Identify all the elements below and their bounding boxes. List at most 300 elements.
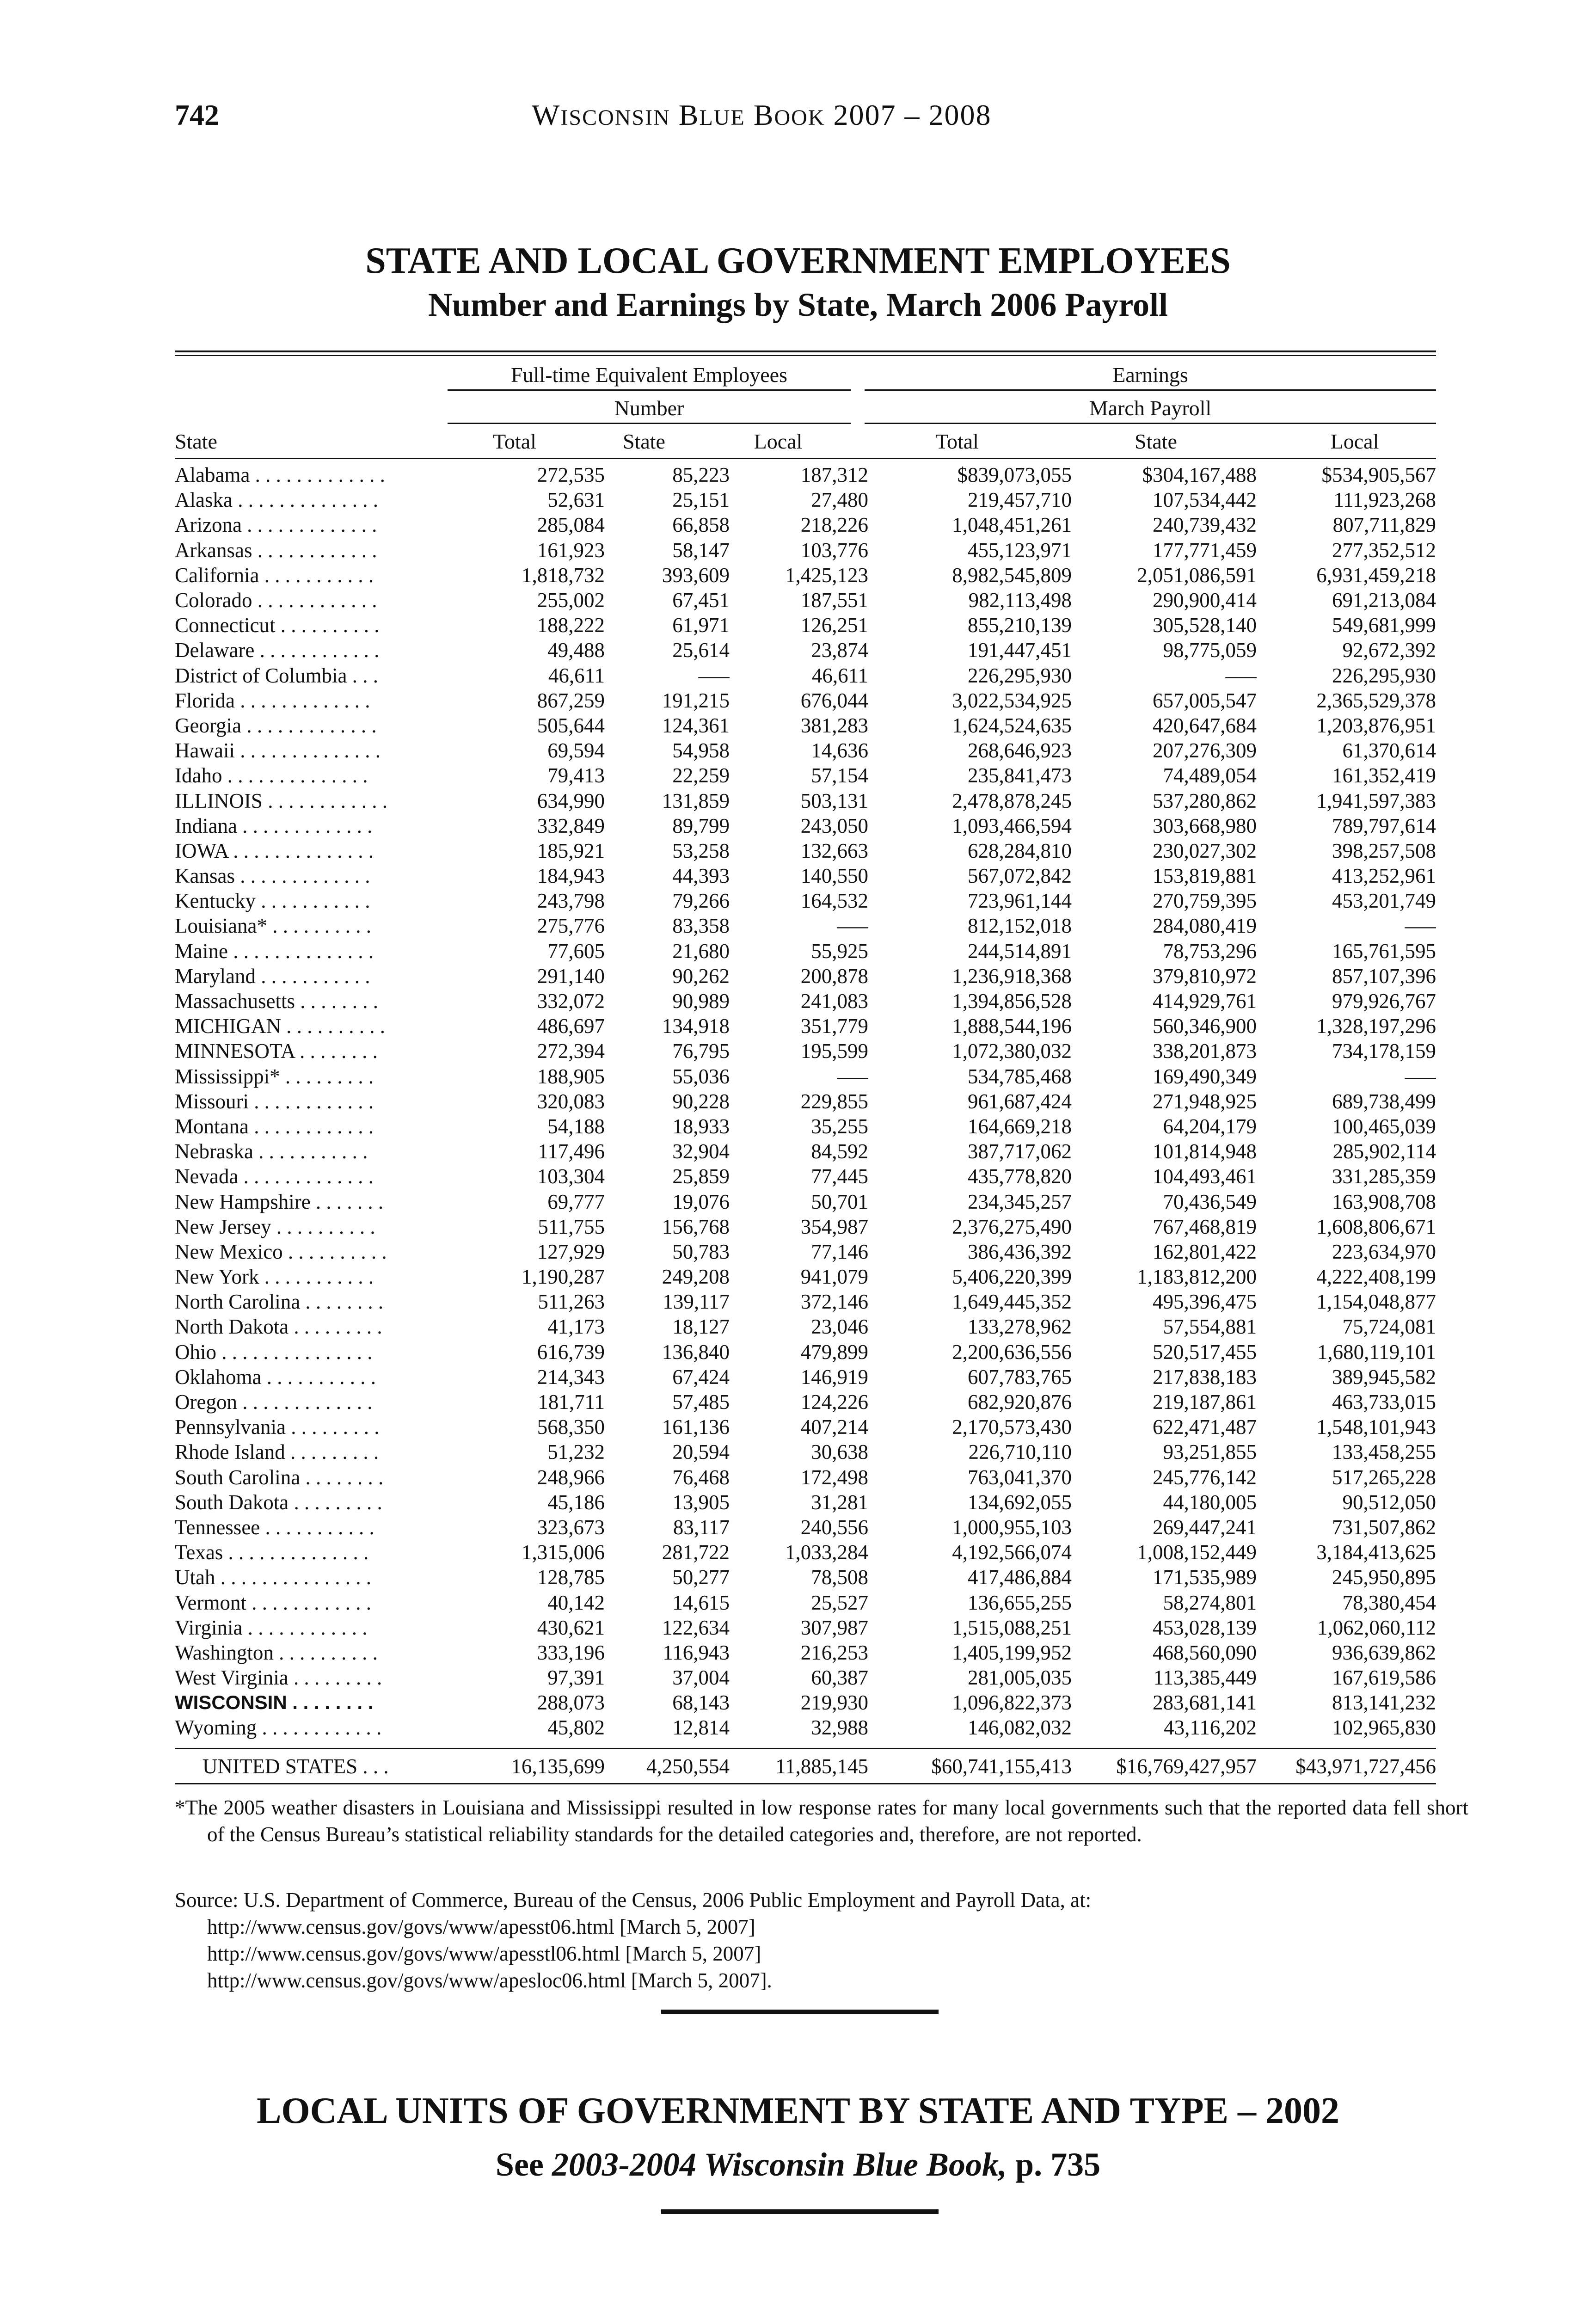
cell-state: Texas . . . . . . . . . . . . . . (175, 1541, 369, 1564)
cell-st: 67,424 (672, 1365, 730, 1389)
cell-st: 18,933 (672, 1114, 730, 1138)
cell-st: 21,680 (672, 939, 730, 963)
cell-total: 1,190,287 (522, 1265, 605, 1289)
cell-local: 218,226 (800, 513, 868, 537)
totals-state: 4,250,554 (646, 1755, 730, 1778)
cell-total: 46,611 (548, 664, 605, 687)
table-row (175, 588, 1436, 613)
cell-local: 172,498 (800, 1465, 868, 1489)
table-row (175, 1615, 1436, 1640)
source-link[interactable]: http://www.census.gov/govs/www/apesst06.html [March 5, 2007] (207, 1915, 755, 1938)
cell-e-total: 1,515,088,251 (952, 1616, 1072, 1639)
totals-earnings-local: $43,971,727,456 (1295, 1755, 1436, 1778)
cell-local: 57,154 (811, 764, 868, 787)
number-underline (448, 423, 851, 424)
cell-e-local: 161,352,419 (1332, 764, 1436, 787)
cell-state: Delaware . . . . . . . . . . . . (175, 639, 380, 662)
header-number: Number (614, 396, 684, 420)
table-row (175, 1239, 1436, 1264)
cell-e-state: 468,560,090 (1153, 1641, 1257, 1664)
table-row (175, 989, 1436, 1014)
cell-total: 117,496 (538, 1140, 605, 1163)
cell-e-local: 789,797,614 (1332, 814, 1436, 837)
table-row (175, 1665, 1436, 1690)
cell-st: 116,943 (663, 1641, 730, 1664)
cell-e-state: 290,900,414 (1153, 589, 1257, 612)
cell-e-state: 420,647,684 (1153, 713, 1257, 737)
footnote: *The 2005 weather disasters in Louisiana and Mississippi resulted in low response rates for many local governments such that the reported data fell short of the Census Bureau’s statistical reliability standards for the detailed categories and, therefore, are not reported. (175, 1796, 1468, 1846)
cell-e-local: ––– (1405, 914, 1436, 938)
cell-local: 124,226 (800, 1390, 868, 1414)
cell-e-total: 2,478,878,245 (952, 789, 1072, 812)
table-title: STATE AND LOCAL GOVERNMENT EMPLOYEES (365, 240, 1231, 281)
cell-state: Connecticut . . . . . . . . . . (175, 614, 380, 637)
table-row (175, 1540, 1436, 1565)
cell-total: 272,394 (537, 1039, 605, 1063)
cell-state: Colorado . . . . . . . . . . . . (175, 589, 377, 612)
cell-e-state: 520,517,455 (1153, 1340, 1257, 1364)
header-earnings-state: State (1135, 430, 1177, 453)
book-title: WISCONSIN BLUE BOOK 2007 – 2008 (532, 98, 992, 131)
table-row (175, 1014, 1436, 1039)
cell-e-state: 74,489,054 (1163, 764, 1257, 787)
cell-state: Nebraska . . . . . . . . . . . (175, 1140, 368, 1163)
cell-state: Indiana . . . . . . . . . . . . . (175, 814, 373, 837)
cell-e-local: 167,619,586 (1332, 1666, 1436, 1690)
cell-state: Rhode Island . . . . . . . . . (175, 1440, 379, 1464)
cell-total: 255,002 (537, 589, 605, 612)
table-row (175, 1114, 1436, 1139)
cell-state: West Virginia . . . . . . . . . (175, 1666, 382, 1690)
cell-e-local: 549,681,999 (1332, 614, 1436, 637)
cell-state: Wyoming . . . . . . . . . . . . (175, 1716, 382, 1740)
cell-state: Hawaii . . . . . . . . . . . . . . (175, 739, 381, 762)
section-divider-bottom (661, 2209, 939, 2214)
cell-state: New Jersey . . . . . . . . . . (175, 1215, 375, 1238)
cell-state: Utah . . . . . . . . . . . . . . . (175, 1566, 371, 1589)
source-link[interactable]: http://www.census.gov/govs/www/apesloc06.html [March 5, 2007]. (207, 1969, 772, 1992)
cell-e-local: 936,639,862 (1332, 1641, 1436, 1664)
cell-total: 54,188 (547, 1114, 605, 1138)
cell-local: 219,930 (800, 1691, 868, 1715)
cell-total: 634,990 (537, 789, 605, 812)
cell-state: Alaska . . . . . . . . . . . . . . (175, 488, 378, 512)
cell-st: 25,859 (672, 1165, 730, 1188)
cell-e-total: 164,669,218 (968, 1114, 1072, 1138)
cell-e-total: 191,447,451 (968, 639, 1072, 662)
cell-e-state: 171,535,989 (1153, 1566, 1257, 1589)
cell-e-total: 281,005,035 (968, 1666, 1072, 1690)
cell-e-state: 177,771,459 (1153, 538, 1257, 562)
cell-state: North Carolina . . . . . . . . (175, 1290, 384, 1314)
cell-state: New Mexico . . . . . . . . . . (175, 1240, 387, 1263)
cell-e-local: 245,950,895 (1332, 1566, 1436, 1589)
table-row (175, 1139, 1436, 1164)
cell-state: District of Columbia . . . (175, 664, 378, 687)
table-row (175, 913, 1436, 938)
cell-e-total: 387,717,062 (968, 1140, 1072, 1163)
cell-local: 1,425,123 (785, 563, 868, 587)
cell-e-local: 133,458,255 (1332, 1440, 1436, 1464)
cell-state: MICHIGAN . . . . . . . . . . (175, 1015, 385, 1038)
cell-e-local: 813,141,232 (1332, 1691, 1436, 1715)
cell-e-state: 78,753,296 (1163, 939, 1257, 963)
cell-e-total: 1,072,380,032 (952, 1039, 1072, 1063)
cell-e-total: 8,982,545,809 (952, 563, 1072, 587)
cell-local: 77,445 (811, 1165, 868, 1188)
cell-e-state: 283,681,141 (1153, 1691, 1257, 1715)
cell-state: WISCONSIN . . . . . . . . (175, 1691, 374, 1714)
cell-total: 188,905 (537, 1064, 605, 1088)
cell-st: 79,266 (672, 889, 730, 913)
cell-e-state: 414,929,761 (1153, 990, 1257, 1013)
cell-e-state: 230,027,302 (1153, 839, 1257, 862)
top-rule (175, 350, 1436, 352)
cell-e-state: 219,187,861 (1153, 1390, 1257, 1414)
cell-e-state: 162,801,422 (1153, 1240, 1257, 1263)
cell-local: 195,599 (800, 1039, 868, 1063)
totals-local: 11,885,145 (775, 1755, 868, 1778)
cell-e-total: 2,170,573,430 (952, 1415, 1072, 1439)
cell-e-state: 93,251,855 (1163, 1440, 1257, 1464)
cell-e-state: 245,776,142 (1153, 1465, 1257, 1489)
cell-total: 69,594 (547, 739, 605, 762)
cell-total: 243,798 (537, 889, 605, 913)
cell-total: 40,142 (547, 1591, 605, 1614)
table-row (175, 663, 1436, 688)
cell-state: Washington . . . . . . . . . . (175, 1641, 378, 1664)
cell-state: Kentucky . . . . . . . . . . . (175, 889, 370, 913)
table-row (175, 1640, 1436, 1665)
cell-st: 37,004 (672, 1666, 730, 1690)
cell-total: 486,697 (537, 1015, 605, 1038)
cell-local: 479,899 (800, 1340, 868, 1364)
cell-e-state: 153,819,881 (1153, 864, 1257, 888)
cell-e-total: 417,486,884 (968, 1566, 1072, 1589)
cell-e-total: 136,655,255 (968, 1591, 1072, 1614)
cell-total: 288,073 (537, 1691, 605, 1715)
cell-e-state: 104,493,461 (1153, 1165, 1257, 1188)
cell-e-local: 389,945,582 (1332, 1365, 1436, 1389)
cell-local: 14,636 (811, 739, 868, 762)
cell-local: 240,556 (800, 1515, 868, 1539)
cell-state: Arkansas . . . . . . . . . . . . (175, 538, 377, 562)
top-rule-thin (175, 355, 1436, 356)
cell-local: 31,281 (811, 1490, 868, 1514)
cell-e-local: 2,365,529,378 (1316, 689, 1436, 712)
cell-state: IOWA . . . . . . . . . . . . . . (175, 839, 374, 862)
cell-local: 354,987 (800, 1215, 868, 1238)
cell-local: 77,146 (811, 1240, 868, 1263)
table-row (175, 888, 1436, 913)
table-row (175, 1565, 1436, 1590)
table-row (175, 462, 1436, 487)
cell-local: 941,079 (800, 1265, 868, 1289)
cell-local: 407,214 (800, 1415, 868, 1439)
cell-st: 20,594 (672, 1440, 730, 1464)
table-row (175, 1289, 1436, 1314)
cell-e-local: 731,507,862 (1332, 1515, 1436, 1539)
cell-total: 272,535 (537, 463, 605, 487)
header-state-employees: State (623, 430, 665, 453)
see-reference: See 2003-2004 Wisconsin Blue Book, p. 735 (495, 2146, 1101, 2183)
cell-total: 181,711 (538, 1390, 605, 1414)
cell-st: 61,971 (672, 614, 730, 637)
cell-local: 1,033,284 (785, 1541, 868, 1564)
table-row (175, 813, 1436, 838)
cell-e-total: 961,687,424 (968, 1089, 1072, 1113)
cell-e-total: 226,710,110 (968, 1440, 1072, 1464)
cell-e-local: 3,184,413,625 (1316, 1541, 1436, 1564)
cell-st: 55,036 (672, 1064, 730, 1088)
cell-e-local: 163,908,708 (1332, 1190, 1436, 1213)
cell-state: ILLINOIS . . . . . . . . . . . . (175, 789, 387, 812)
cell-e-total: $839,073,055 (957, 463, 1072, 487)
cell-e-state: 240,739,432 (1153, 513, 1257, 537)
cell-local: 84,592 (811, 1140, 868, 1163)
cell-local: 146,919 (800, 1365, 868, 1389)
cell-e-local: 277,352,512 (1332, 538, 1436, 562)
cell-st: 19,076 (672, 1190, 730, 1213)
cell-e-state: 560,346,900 (1153, 1015, 1257, 1038)
table-row (175, 638, 1436, 663)
cell-state: MINNESOTA . . . . . . . . (175, 1039, 378, 1063)
cell-state: New Hampshire . . . . . . . (175, 1190, 384, 1213)
payroll-underline (865, 423, 1436, 424)
table-row (175, 1365, 1436, 1390)
cell-local: 55,925 (811, 939, 868, 963)
cell-local: 35,255 (811, 1114, 868, 1138)
cell-e-local: 1,941,597,383 (1316, 789, 1436, 812)
cell-total: 127,929 (537, 1240, 605, 1263)
cell-total: 275,776 (537, 914, 605, 938)
cell-st: 83,358 (672, 914, 730, 938)
cell-e-local: 223,634,970 (1332, 1240, 1436, 1263)
cell-e-state: 338,201,873 (1153, 1039, 1257, 1063)
cell-total: 45,802 (547, 1716, 605, 1740)
cell-e-total: 386,436,392 (968, 1240, 1072, 1263)
cell-e-total: 1,624,524,635 (952, 713, 1072, 737)
cell-e-total: 4,192,566,074 (952, 1541, 1072, 1564)
cell-e-local: 111,923,268 (1333, 488, 1436, 512)
cell-e-total: 146,082,032 (968, 1716, 1072, 1740)
cell-e-local: 517,265,228 (1332, 1465, 1436, 1489)
cell-e-local: 857,107,396 (1332, 964, 1436, 988)
cell-total: 161,923 (537, 538, 605, 562)
cell-state: Georgia . . . . . . . . . . . . . (175, 713, 377, 737)
cell-e-state: 269,447,241 (1153, 1515, 1257, 1539)
header-earnings-total: Total (935, 430, 979, 453)
source-label: Source: U.S. Department of Commerce, Bureau of the Census, 2006 Public Employment and Payroll Data, at: (175, 1888, 1092, 1912)
cell-st: 25,614 (672, 639, 730, 662)
cell-st: 22,259 (672, 764, 730, 787)
cell-st: 90,989 (672, 990, 730, 1013)
table-row (175, 1264, 1436, 1289)
table-row (175, 1164, 1436, 1189)
cell-local: 32,988 (811, 1716, 868, 1740)
table-row (175, 1089, 1436, 1114)
cell-e-local: 100,465,039 (1332, 1114, 1436, 1138)
cell-total: 184,943 (537, 864, 605, 888)
totals-row (175, 1752, 1436, 1780)
cell-st: 50,783 (672, 1240, 730, 1263)
cell-local: 216,253 (800, 1641, 868, 1664)
table-row (175, 1715, 1436, 1740)
cell-e-state: 305,528,140 (1153, 614, 1257, 637)
cell-e-state: 379,810,972 (1153, 964, 1257, 988)
table-row (175, 1515, 1436, 1540)
earnings-underline (865, 389, 1436, 391)
cell-state: Idaho . . . . . . . . . . . . . . (175, 764, 368, 787)
table-row (175, 487, 1436, 512)
cell-local: 140,550 (800, 864, 868, 888)
cell-local: 229,855 (800, 1089, 868, 1113)
cell-st: 156,768 (662, 1215, 730, 1238)
cell-e-state: $304,167,488 (1142, 463, 1257, 487)
totals-total: 16,135,699 (511, 1755, 605, 1778)
totals-earnings-total: $60,741,155,413 (931, 1755, 1072, 1778)
cell-e-state: 43,116,202 (1164, 1716, 1257, 1740)
cell-st: 134,918 (662, 1015, 730, 1038)
cell-st: 90,262 (672, 964, 730, 988)
cell-e-state: 207,276,309 (1153, 739, 1257, 762)
table-row (175, 512, 1436, 537)
running-header (0, 98, 1596, 130)
cell-total: 1,315,006 (522, 1541, 605, 1564)
cell-e-local: ––– (1405, 1064, 1436, 1088)
totals-label: UNITED STATES . . . (203, 1755, 389, 1778)
totals-bottom-rule (175, 1783, 1436, 1784)
cell-e-state: 657,005,547 (1153, 689, 1257, 712)
cell-e-state: 113,385,449 (1153, 1666, 1257, 1690)
cell-e-total: 723,961,144 (968, 889, 1072, 913)
cell-total: 616,739 (537, 1340, 605, 1364)
header-total: Total (493, 430, 536, 453)
table-row (175, 1590, 1436, 1615)
cell-state: Arizona . . . . . . . . . . . . . (175, 513, 377, 537)
cell-total: 333,196 (537, 1641, 605, 1664)
cell-local: 307,987 (800, 1616, 868, 1639)
cell-e-local: 1,154,048,877 (1316, 1290, 1436, 1314)
cell-st: 12,814 (672, 1716, 730, 1740)
cell-e-local: 78,380,454 (1342, 1591, 1436, 1614)
cell-local: 200,878 (800, 964, 868, 988)
cell-e-state: 101,814,948 (1153, 1140, 1257, 1163)
cell-st: 44,393 (672, 864, 730, 888)
cell-e-state: 1,008,152,449 (1137, 1541, 1257, 1564)
cell-local: 78,508 (811, 1566, 868, 1589)
cell-local: 351,779 (800, 1015, 868, 1038)
totals-earnings-state: $16,769,427,957 (1116, 1755, 1257, 1778)
cell-e-local: 1,608,806,671 (1316, 1215, 1436, 1238)
cell-local: 187,312 (800, 463, 868, 487)
cell-e-state: 169,490,349 (1153, 1064, 1257, 1088)
cell-st: 32,904 (672, 1140, 730, 1163)
cell-total: 97,391 (547, 1666, 605, 1690)
cell-e-total: 133,278,962 (968, 1315, 1072, 1339)
cell-e-local: 1,548,101,943 (1316, 1415, 1436, 1439)
cell-st: 122,634 (662, 1616, 730, 1639)
cell-e-total: 1,000,955,103 (952, 1515, 1072, 1539)
cell-st: 67,451 (672, 589, 730, 612)
page-number: 742 (175, 98, 219, 131)
cell-total: 185,921 (537, 839, 605, 862)
cell-e-total: 982,113,498 (968, 589, 1072, 612)
cell-e-local: 1,328,197,296 (1316, 1015, 1436, 1038)
cell-total: 511,263 (538, 1290, 605, 1314)
cell-state: Mississippi* . . . . . . . . . (175, 1064, 374, 1088)
cell-e-total: 607,783,765 (968, 1365, 1072, 1389)
cell-local: 60,387 (811, 1666, 868, 1690)
cell-st: 85,223 (672, 463, 730, 487)
table-row (175, 1039, 1436, 1064)
cell-e-local: 92,672,392 (1342, 639, 1436, 662)
table-row (175, 1214, 1436, 1239)
cell-e-local: 1,680,119,101 (1317, 1340, 1436, 1364)
cell-total: 49,488 (547, 639, 605, 662)
cell-total: 52,631 (547, 488, 605, 512)
source-link[interactable]: http://www.census.gov/govs/www/apesstl06.html [March 5, 2007] (207, 1942, 761, 1965)
cell-st: 76,468 (672, 1465, 730, 1489)
cell-total: 45,186 (547, 1490, 605, 1514)
cell-total: 505,644 (537, 713, 605, 737)
cell-e-state: 284,080,419 (1153, 914, 1257, 938)
table-row (175, 563, 1436, 588)
cell-e-total: 1,048,451,261 (952, 513, 1072, 537)
cell-e-local: 413,252,961 (1332, 864, 1436, 888)
table-row (175, 613, 1436, 638)
cell-total: 41,173 (547, 1315, 605, 1339)
totals-table (175, 1752, 1436, 1780)
table-row (175, 939, 1436, 964)
cell-e-local: 331,285,359 (1332, 1165, 1436, 1188)
cell-e-local: 102,965,830 (1332, 1716, 1436, 1740)
book-reference: 2003-2004 Wisconsin Blue Book, (552, 2146, 1007, 2183)
cell-e-total: 226,295,930 (968, 664, 1072, 687)
cell-e-local: 689,738,499 (1332, 1089, 1436, 1113)
cell-total: 291,140 (537, 964, 605, 988)
cell-state: Montana . . . . . . . . . . . . (175, 1114, 374, 1138)
cell-e-local: 61,370,614 (1342, 739, 1436, 762)
table-row (175, 964, 1436, 989)
table-row (175, 1189, 1436, 1214)
table-row (175, 1314, 1436, 1339)
cell-state: Maryland . . . . . . . . . . . (175, 964, 370, 988)
cell-state: Alabama . . . . . . . . . . . . . (175, 463, 385, 487)
cell-total: 867,259 (537, 689, 605, 712)
cell-state: Louisiana* . . . . . . . . . . (175, 914, 371, 938)
cell-e-total: 3,022,534,925 (952, 689, 1072, 712)
totals-top-rule (175, 1748, 1436, 1749)
cell-e-local: 4,222,408,199 (1316, 1265, 1436, 1289)
cell-e-local: 75,724,081 (1342, 1315, 1436, 1339)
cell-total: 77,605 (547, 939, 605, 963)
cell-st: 76,795 (672, 1039, 730, 1063)
cell-e-state: 271,948,925 (1153, 1089, 1257, 1113)
cell-e-state: 453,028,139 (1153, 1616, 1257, 1639)
cell-e-total: 682,920,876 (968, 1390, 1072, 1414)
cell-total: 332,849 (537, 814, 605, 837)
table-row (175, 863, 1436, 888)
cell-state: Oklahoma . . . . . . . . . . . (175, 1365, 376, 1389)
cell-local: 241,083 (800, 990, 868, 1013)
cell-st: 281,722 (662, 1541, 730, 1564)
cell-e-local: 807,711,829 (1332, 513, 1436, 537)
cell-e-state: 98,775,059 (1163, 639, 1257, 662)
cell-st: 90,228 (672, 1089, 730, 1113)
cell-total: 128,785 (537, 1566, 605, 1589)
cell-st: 54,958 (672, 739, 730, 762)
